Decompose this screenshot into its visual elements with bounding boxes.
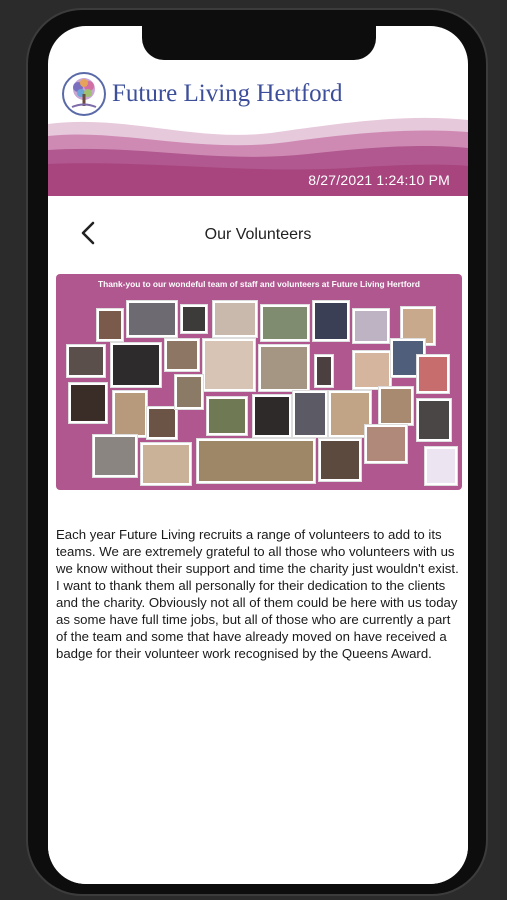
volunteer-photo xyxy=(318,438,362,482)
volunteer-photo xyxy=(126,300,178,338)
phone-notch xyxy=(142,26,376,60)
volunteers-banner-image xyxy=(56,274,462,490)
volunteer-photo xyxy=(146,406,178,440)
timestamp: 8/27/2021 1:24:10 PM xyxy=(308,172,450,188)
volunteer-photo xyxy=(312,300,350,342)
volunteer-photo xyxy=(112,390,148,438)
volunteer-photo xyxy=(352,308,390,344)
volunteer-photo xyxy=(292,390,328,438)
volunteer-photo xyxy=(110,342,162,388)
volunteer-photo xyxy=(180,304,208,334)
volunteer-photo xyxy=(196,438,316,484)
banner-caption: Thank-you to our wondeful team of staff and volunteers at Future Living Hertford xyxy=(98,279,420,289)
volunteer-photo xyxy=(416,398,452,442)
brand-name: Future Living Hertford xyxy=(112,80,343,107)
page-title: Our Volunteers xyxy=(204,226,312,243)
volunteer-photo xyxy=(424,446,458,486)
volunteer-photo xyxy=(258,344,310,392)
brand-logo xyxy=(62,72,343,116)
volunteer-photo xyxy=(314,354,334,388)
volunteer-photo xyxy=(174,374,204,410)
volunteer-photo xyxy=(252,394,292,438)
volunteer-photo xyxy=(202,338,256,392)
volunteer-photo xyxy=(364,424,408,464)
volunteers-paragraph: Each year Future Living recruits a range of volunteers to add to its teams. We are extremely grateful to all those who volunteers with us we know without their support and time the charity just wouldn't exist. I want to thank them all personally for their dedication to the clients and the charity. Obviously not all of them could be here with us today as some have full time jobs, but all of those who are currently a part of the team and some that have already moved on have received a badge for their volunteer work recognised by the Queens Award. xyxy=(56,527,459,661)
volunteer-photo xyxy=(378,386,414,426)
volunteer-photo xyxy=(212,300,258,338)
volunteer-photo xyxy=(416,354,450,394)
app-screen xyxy=(48,26,468,884)
volunteer-photo xyxy=(164,338,200,372)
volunteer-photo xyxy=(206,396,248,436)
volunteer-photo xyxy=(96,308,124,342)
volunteer-photo xyxy=(92,434,138,478)
volunteer-photo xyxy=(140,442,192,486)
volunteer-photo xyxy=(68,382,108,424)
volunteer-photo xyxy=(260,304,310,342)
content-card xyxy=(48,196,468,884)
tree-logo-icon xyxy=(62,72,106,116)
volunteer-photo xyxy=(66,344,106,378)
volunteer-photo xyxy=(352,350,392,390)
